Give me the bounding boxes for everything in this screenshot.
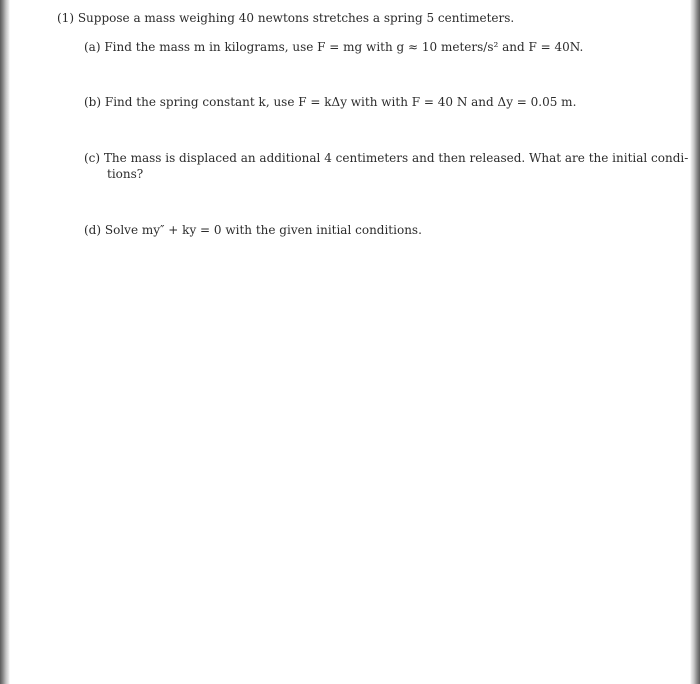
part-d [84, 222, 422, 238]
problem-text: Suppose a mass weighing 40 newtons stretches a spring 5 centimeters. [77, 11, 515, 25]
part-d-text: Solve my″ + ky = 0 with the given initial conditions. [104, 223, 422, 237]
part-c-text-line1: The mass is displaced an additional 4 centimeters and then released. What are the initial condi- [103, 151, 689, 165]
part-b-text: Find the spring constant k, use F = kΔy with with F = 40 N and Δy = 0.05 m. [104, 95, 577, 109]
part-c-continuation [107, 166, 143, 182]
part-a [84, 39, 583, 55]
part-c [84, 150, 688, 166]
part-d-label: (d) [84, 223, 102, 237]
part-c-text-line2: tions? [107, 167, 144, 181]
part-b-label: (b) [84, 95, 102, 109]
document-page [10, 0, 690, 684]
page-left-edge [0, 0, 10, 684]
problem-number: (1) [57, 11, 74, 25]
page-right-edge [690, 0, 700, 684]
part-c-label: (c) [84, 151, 101, 165]
part-a-text: Find the mass m in kilograms, use F = mg with g ≈ 10 meters/s² and F = 40N. [104, 40, 584, 54]
problem-statement [57, 10, 514, 26]
part-a-label: (a) [84, 40, 101, 54]
part-b [84, 94, 576, 110]
